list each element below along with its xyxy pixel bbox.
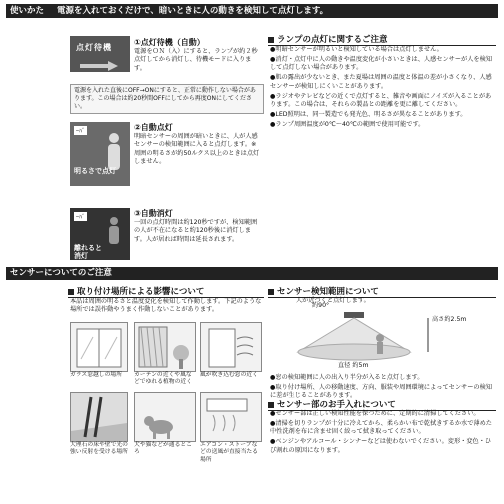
top-bar-label: 使いかた [10,6,45,16]
care-item: ●ベンジンやアルコール・シンナーなどは使わないでください。変形・変色・ひび割れの原因になります。 [270,438,492,454]
range-item: ●窓の検知範囲に人の出入り半分が入ると点灯します。 [270,374,424,381]
step3-image-label: 離れると消灯 [74,244,102,260]
range-item: ●取り付け場所、人の移動速度、方向、服装や周囲環境によってセンサーの検知に差が生じることがあります。 [270,383,492,400]
step3-body: 一回の点灯時間は約120秒ですが、検知範囲の人が不在になると約120秒後に消灯します。人が居れば時間は延長されます。 [134,219,258,243]
install-caption: カーテンの近くや風などでゆれる植物の近く [134,372,192,386]
lamp-item: ●明暗センサーが明るいと検知している場合は点灯しません。 [270,46,443,53]
care-list [270,410,492,457]
step1-note: 電源を入れた直後にOFF→ONにすると、正常に動作しない場合があります。この場合は約20秒間OFFにしてから再度ONにしてください。 [70,84,264,114]
air-conditioner-image [200,392,262,442]
lamp-section-list [270,46,492,131]
window-glass-image [70,322,128,372]
lamp-item: ●ラジオやテレビなどの近くで点灯すると、雑音や画面にノイズが入ることがあります。この場合は、それらの製品との距離を更に離してください。 [270,92,492,108]
step3-image-side-label: ｰﾊﾞ [76,214,86,221]
care-item: ●センサー部は正しい検知性能を保つために、定期的に清掃してください。 [270,410,480,417]
lamp-section-title: ランプの点灯に関するご注意 [268,33,496,46]
care-section-title: センサー部のお手入れについて [268,398,496,411]
install-caption: 風が吹き込む窓の近く [200,372,258,378]
step3-title: ③自動消灯 [134,209,173,218]
step1-image [70,36,130,72]
step1-image-label: 点灯待機 [76,43,112,52]
install-section-title: 取り付け場所による影響について [68,285,264,298]
windy-window-image [200,322,262,372]
curtain-image [134,322,196,372]
install-caption: エアコン・ストーブなどの送風が直接当たる場所 [200,442,258,463]
install-caption: 大理石の床や壁で光の強い反射を受ける場所 [70,442,128,456]
lamp-item: ●ランプ周囲温度が0℃〜40℃の範囲で使用可能です。 [270,120,425,128]
step1-title: ①点灯待機（自動） [134,38,205,47]
lamp-item: ●消灯・点灯中に人の動きや温度変化が小さいときは、人感センサーが人を検知して点灯しない場合があります。 [270,55,492,72]
sensor-bar-label: センサーについてのご注意 [10,268,112,278]
range-section-title: センサー検知範囲について [268,285,496,298]
top-bar [6,4,498,18]
lamp-item: ●肌の露出が少ないとき、また夏場は周囲の温度と体温の差が小さくなり、人感センサーが検知しにくいことがあります。 [270,74,492,90]
step2-body: 明暗センサーの周囲が暗いときに、人が人感センサーの検知範囲に入ると点灯します。※周囲の明るさが約50ルクス以上のときは点灯しません。 [134,133,260,166]
install-caption: 犬や猫などが通るところ [134,442,192,456]
person-silhouette-icon [106,216,122,246]
top-bar-text: 電源を入れておくだけで、暗いときに人の動きを検知して点灯します。 [56,6,329,16]
sensor-bar [6,267,498,280]
care-item: ●清掃を切りランプが十分に冷えてから、柔らかい布で乾拭きするか水で薄めた中性洗剤を布に含ませ固く絞って拭き取ってください。 [270,419,492,436]
step1-body: 電源をＯＮ（入）にすると、ランプが約２秒点灯してから消灯し、待機モードに入ります。 [134,48,258,72]
step2-image-side-label: ｰﾊﾞ [76,128,86,135]
install-caption: ガラス窓越しの場所 [70,372,122,378]
pet-image [134,392,196,442]
range-subtitle: 人が近づくと点灯します。 [296,297,370,304]
lamp-item: ●LED照明は、同一製造でも発光色、明るさが異なることがあります。 [270,110,467,118]
step2-image-label: 明るさで点灯 [74,167,116,175]
step2-image [70,122,130,186]
step3-image [70,208,130,260]
range-height: 高さ約2.5m [432,316,467,323]
range-diameter: 直径 約5m [338,362,369,369]
range-angle: 約90° [312,302,330,309]
marble-floor-image [70,392,128,442]
install-intro: 本品は周囲の明るさと温度変化を検知して作動します。下記のような場所では誤作動やうまく作動しないことがあります。 [70,298,262,314]
arrow-icon [80,56,118,66]
step2-title: ②自動点灯 [134,123,173,132]
